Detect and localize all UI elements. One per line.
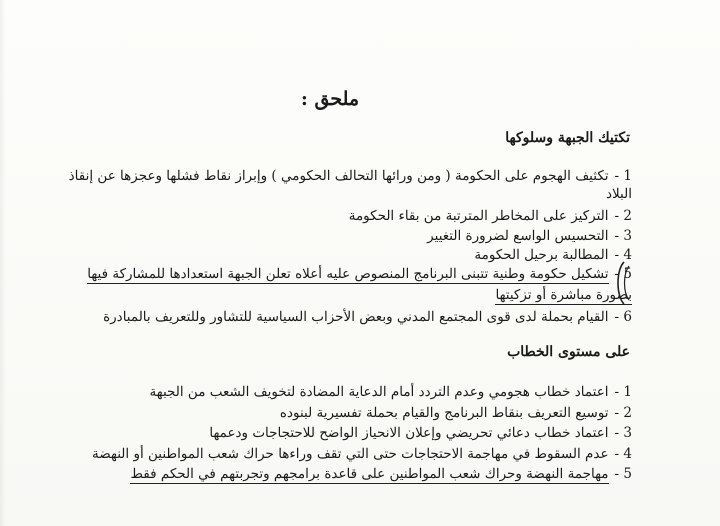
scan-shadow-left bbox=[0, 0, 6, 526]
list-item: 6 -القيام بحملة لدى قوى المجتمع المدني وبعض الأحزاب السياسية للتشاور وللتعريف بالمبادرة bbox=[103, 309, 632, 325]
handwritten-bracket-mark bbox=[610, 260, 632, 306]
list-item: 5 -مهاجمة النهضة وحراك شعب المواطنين على قاعدة برامجهم وتجربتهم في الحكم فقط bbox=[130, 466, 632, 482]
list-item: 3 -التحسيس الواسع لضرورة التغيير bbox=[427, 228, 632, 244]
page-title: ملحق : bbox=[300, 88, 360, 110]
list-item: 1 -اعتماد خطاب هجومي وعدم التردد أمام الدعاية المضادة لتخويف الشعب من الجبهة bbox=[149, 384, 632, 400]
list-item: 4 -المطالبة برحيل الحكومة bbox=[474, 247, 632, 263]
list-item-continuation: البلاد bbox=[605, 186, 632, 202]
list-item: 5 -تشكيل حكومة وطنية تتبنى البرنامج المنصوص عليه أعلاه تعلن الجبهة استعدادها للمشاركة فيها bbox=[87, 266, 632, 282]
list-item: 3 -اعتماد خطاب دعائي تحريضي وإعلان الانحياز الواضح للاحتجاجات ودعمها bbox=[209, 425, 632, 441]
list-item: 4 -عدم السقوط في مهاجمة الاحتجاجات حتى التي تقف وراءها حراك شعب المواطنين أو النهضة bbox=[92, 446, 632, 462]
section-heading-discourse: على مستوى الخطاب bbox=[507, 344, 630, 360]
list-item-continuation: بصورة مباشرة أو تزكيتها bbox=[495, 287, 632, 303]
list-item: 1 -تكثيف الهجوم على الحكومة ( ومن ورائها التحالف الحكومي ) وإبراز نقاط فشلها وعجزها عن إنقاذ bbox=[68, 168, 632, 184]
section-heading-tactics: تكتيك الجبهة وسلوكها bbox=[505, 130, 630, 146]
list-item: 2 -التركيز على المخاطر المترتبة من بقاء الحكومة bbox=[348, 208, 632, 224]
list-item: 2 -توسيع التعريف بنقاط البرنامج والقيام بحملة تفسيرية لبنوده bbox=[279, 405, 632, 421]
